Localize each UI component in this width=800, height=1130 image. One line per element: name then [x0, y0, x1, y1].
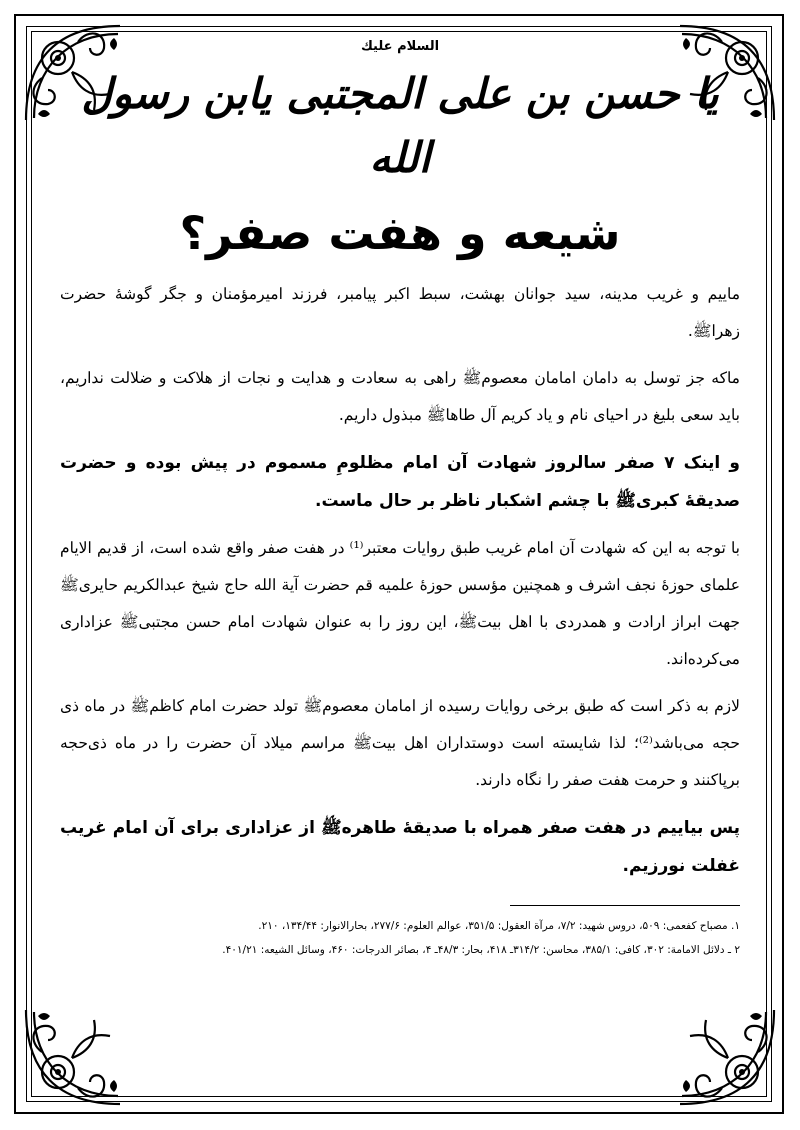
document-body	[60, 38, 740, 1078]
footnote-2: ۲ ـ دلائل الامامة: ۳۰۲، کافی: ۳۸۵/۱، محاسن: ۳۱۴/۲ـ ۴۱۸، بحار: ۴۸/۳ـ ۴، بصائر الدرجات: ۴۶۰، وسائل الشیعه: ۴۰۱/۲۱.	[222, 944, 740, 956]
paragraph-6-bold: پس بیاییم در هفت صفر همراه با صدیقهٔ طاهرهﷺ از عزاداری برای آن امام غریب غفلت نورزیم.	[60, 818, 740, 876]
salutation: السلام علیك	[360, 39, 440, 54]
paragraph-3-bold: و اینک ۷ صفر سالروز شهادت آن امام مظلومِ مسموم در پیش بوده و حضرت صدیقهٔ کبریﷺ با چشم اشکبار ناظر بر حال ماست.	[60, 453, 740, 511]
calligraphy-heading: یا حسن بن علی المجتبی یابن رسول الله	[81, 69, 719, 182]
paragraph-5: لازم به ذکر است که طبق برخی روایات رسیده از امامان معصومﷺ تولد حضرت امام کاظمﷺ در ماه ذی حجه می‌باشد⁽²⁾؛ لذا شایسته است دوستداران اهل بیتﷺ مراسم میلاد آن حضرت را در ماه ذی‌حجه برپاکنند و حرمت هفت صفر را نگاه دارند.	[60, 697, 740, 789]
footnote-1: ۱. مصباح کفعمی: ۵۰۹، دروس شهید: ۷/۲، مرآة العقول: ۳۵۱/۵، عوالم العلوم: ۲۷۷/۶، بحارالانوار: ۱۳۴/۴۴، ۲۱۰.	[258, 920, 740, 932]
footnote-divider	[510, 905, 740, 906]
paragraph-1: ماییم و غریب مدینه، سید جوانان بهشت، سبط اکبر پیامبر، فرزند امیرمؤمنان و جگر گوشهٔ حضرت زهراﷺ.	[60, 285, 740, 340]
paragraph-4: با توجه به این که شهادت آن امام غریب طبق روایات معتبر⁽¹⁾ در هفت صفر واقع شده است، از قدیم الایام علمای حوزهٔ نجف اشرف و همچنین مؤسس حوزهٔ علمیه قم حضرت آیة الله حاج شیخ عبدالکریم حایریﷺ جهت ابراز ارادت و همدردی با اهل بیتﷺ، این روز را به عنوان شهادت امام حسن مجتبیﷺ عزاداری می‌کرده‌اند.	[60, 539, 740, 668]
paragraph-2: ماکه جز توسل به دامان امامان معصومﷺ راهی به سعادت و هدایت و نجات از هلاکت و ضلالت نداریم، باید سعی بلیغ در احیای نام و یاد کریم آل طاهاﷺ مبذول داریم.	[60, 369, 740, 424]
page-title: شیعه و هفت صفر؟	[179, 206, 621, 260]
